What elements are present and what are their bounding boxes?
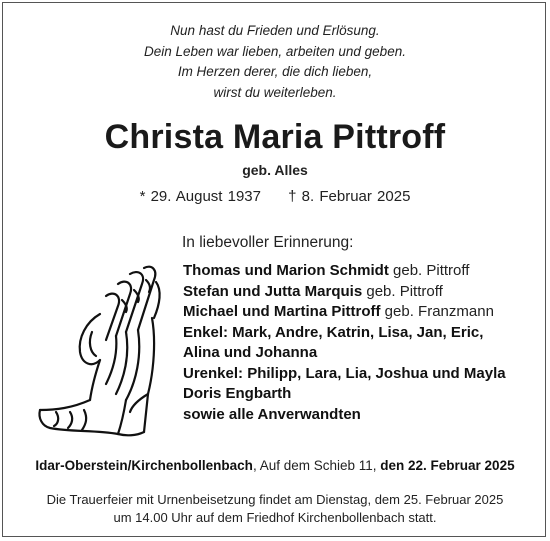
list-item — [183, 364, 506, 385]
maiden-name: geb. Alles — [242, 162, 308, 178]
mourner-name: sowie alle Anverwandten — [183, 405, 361, 423]
list-item — [183, 282, 506, 303]
list-item — [183, 384, 506, 405]
poem-line: wirst du weiterleben. — [213, 84, 337, 100]
list-item — [183, 261, 506, 282]
location-place: Idar-Oberstein/Kirchenbollenbach — [35, 458, 253, 473]
location-date: den 22. Februar 2025 — [380, 458, 515, 473]
mourner-note: geb. Franzmann — [380, 303, 494, 320]
deceased-name: Christa Maria Pittroff — [104, 118, 446, 156]
mourner-name: Thomas und Marion Schmidt — [183, 262, 389, 279]
list-item — [183, 302, 506, 323]
mourner-name: Doris Engbarth — [183, 385, 292, 402]
mourners-list — [183, 261, 506, 425]
mourner-note: geb. Pittroff — [388, 262, 470, 279]
funeral-line: um 14.00 Uhr auf dem Friedhof Kirchenbollenbach statt. — [113, 510, 437, 525]
funeral-line: Die Trauerfeier mit Urnenbeisetzung findet am Dienstag, dem 25. Februar 2025 — [46, 492, 504, 507]
praying-hands-icon — [26, 260, 176, 440]
mourner-name: Stefan und Jutta Marquis — [183, 282, 363, 300]
poem-line: Dein Leben war lieben, arbeiten und geben. — [144, 43, 406, 59]
list-item — [183, 323, 506, 344]
poem-line: Im Herzen derer, die dich lieben, — [177, 64, 373, 79]
memorial-poem — [0, 21, 550, 103]
list-item — [183, 405, 506, 426]
death-date: † 8. Februar 2025 — [288, 188, 411, 205]
location-address: , Auf dem Schieb 11, — [252, 458, 381, 473]
list-item — [183, 343, 506, 364]
mourner-name: Urenkel: Philipp, Lara, Lia, Joshua und Mayla — [183, 364, 506, 382]
remembrance-intro: In liebevoller Erinnerung: — [182, 234, 354, 251]
poem-line: Nun hast du Frieden und Erlösung. — [170, 23, 380, 38]
mourner-name: Michael und Martina Pittroff — [183, 303, 381, 320]
funeral-info — [0, 491, 550, 527]
birth-date: * 29. August 1937 — [139, 188, 261, 205]
location-line — [0, 458, 550, 473]
life-dates — [0, 188, 550, 205]
mourner-name: Enkel: Mark, Andre, Katrin, Lisa, Jan, Eric, — [183, 323, 484, 341]
mourner-name: Alina und Johanna — [183, 344, 318, 361]
mourner-note: geb. Pittroff — [362, 282, 443, 300]
